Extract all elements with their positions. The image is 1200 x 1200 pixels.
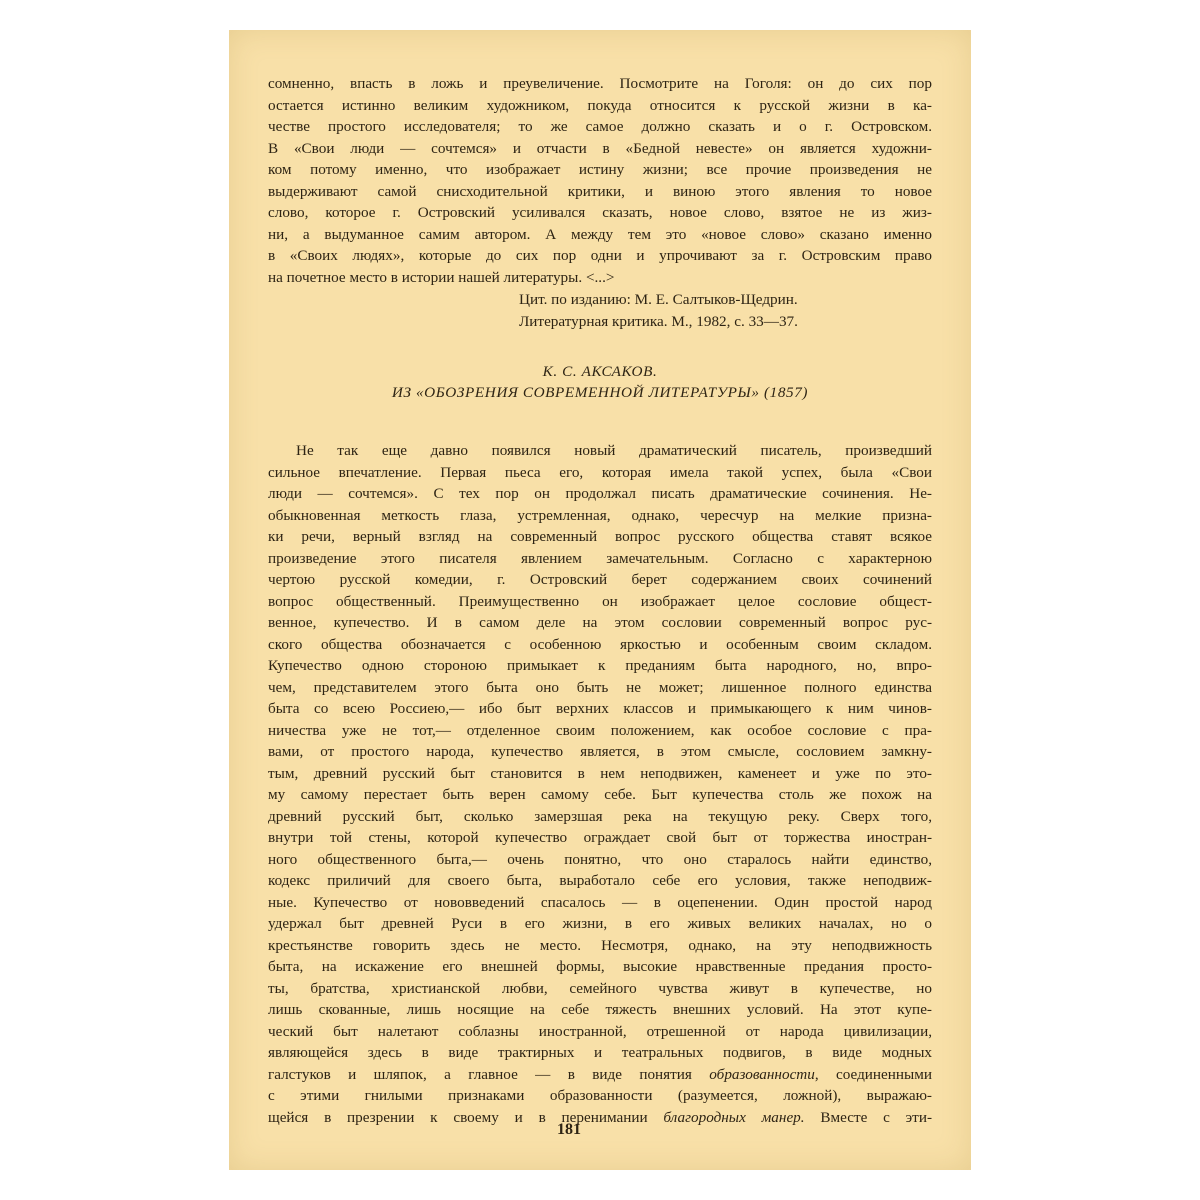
italic-term: благородных манер. <box>663 1108 805 1126</box>
text-line: чем, представителем этого быта оно быть не может; лишенное полного единства <box>268 678 932 696</box>
text-line: обыкновенная меткость глаза, устремленная, однако, чересчур на мелкие призна- <box>268 506 932 524</box>
text-line: ки речи, верный взгляд на современный вопрос русского общества ставят всякое <box>268 528 932 545</box>
section-title: ИЗ «ОБОЗРЕНИЯ СОВРЕМЕННОЙ ЛИТЕРАТУРЫ» (1857) <box>391 384 809 401</box>
text-line: ничества уже не тот,— отделенное своим положением, как особое сословие с пра- <box>268 721 932 739</box>
text-line: являющейся здесь в виде трактирных и театральных подвигов, в виде модных <box>268 1044 932 1061</box>
citation-line: Цит. по изданию: М. Е. Салтыков-Щедрин. <box>519 291 798 308</box>
italic-term: образованности <box>709 1065 815 1083</box>
text-line: вопрос общественный. Преимущественно он изображает целое сословие общест- <box>268 592 932 610</box>
citation-line: Литературная критика. М., 1982, с. 33—37. <box>519 312 798 330</box>
section-author: К. С. АКСАКОВ. <box>542 363 658 380</box>
text-line-with-italic <box>268 1064 932 1086</box>
text-line: ком потому именно, что изображает истину жизни; все прочие произведения не <box>268 161 932 178</box>
text-line: ты, братства, христианской любви, семейного чувства живут в купечестве, но <box>268 979 932 997</box>
text-line: люди — сочтемся». С тех пор он продолжал писать драматические сочинения. Не- <box>268 485 932 502</box>
text-line: му самому перестает быть верен самому себе. Быт купечества столь же похож на <box>268 786 932 803</box>
text-line: слово, которое г. Островский усиливался сказать, новое слово, взятое не из жиз- <box>268 204 932 221</box>
text-line: сильное впечатление. Первая пьеса его, которая имела такой успех, была «Свои <box>268 463 932 481</box>
text-line: произведение этого писателя явлением замечательным. Согласно с характерною <box>268 549 932 567</box>
text-line: честве простого исследователя; то же самое должно сказать и о г. Островском. <box>268 118 932 135</box>
text-line: быта, на искажение его внешней формы, высокие нравственные предания просто- <box>268 958 932 975</box>
book-page <box>229 30 971 1170</box>
text-line: внутри той стены, которой купечество ограждает свой быт от торжества иностран- <box>268 829 932 846</box>
text-line: на почетное место в истории нашей литературы. <...> <box>268 268 615 286</box>
page-number: 181 <box>557 1121 581 1138</box>
text-line: тым, древний русский быт становится в нем неподвижен, каменеет и уже по это- <box>268 764 932 782</box>
text-line: ни, а выдуманное самим автором. А между тем это «новое слово» сказано именно <box>268 225 932 243</box>
text-line: крестьянстве говорить здесь не место. Несмотря, однако, на эту неподвижность <box>268 936 932 954</box>
text-line: кодекс приличий для своего быта, выработало себе его условия, также неподвиж- <box>268 872 932 889</box>
text-segment: щейся в презрении к своему и в перенимании <box>268 1108 648 1126</box>
text-line: выдерживают самой снисходительной критики, и виною этого явления то новое <box>268 182 932 200</box>
text-line: ные. Купечество от нововведений спасалось — в оцепенении. Один простой народ <box>268 893 932 911</box>
text-line: быта со всею Россиею,— ибо быт верхних классов и примыкающего к ним чинов- <box>268 700 932 717</box>
text-line: В «Свои люди — сочтемся» и отчасти в «Бедной невесте» он является художни- <box>268 139 932 157</box>
text-line: Купечество одною стороною примыкает к преданиям быта народного, но, впро- <box>268 657 932 674</box>
text-segment: галстуков и шляпок, а главное — в виде понятия <box>268 1065 692 1083</box>
text-line: в «Своих людях», которые до сих пор одни и упрочивают за г. Островским право <box>268 247 932 264</box>
text-line: чертою русской комедии, г. Островский берет содержанием своих сочинений <box>268 571 932 588</box>
text-line: ского общества обозначается с особенною яркостью и особенным своим складом. <box>268 635 932 653</box>
source-citation <box>519 289 919 332</box>
text-line: сомненно, впасть в ложь и преувеличение. Посмотрите на Гоголя: он до сих пор <box>268 75 932 92</box>
text-line: остается истинно великим художником, покуда относится к русской жизни в ка- <box>268 96 932 114</box>
text-segment: Вместе с эти- <box>820 1108 933 1126</box>
text-line: древний русский быт, сколько замерзшая река на текущую реку. Сверх того, <box>268 807 932 825</box>
text-line: лишь скованные, лишь носящие на себе тяжесть внешних условий. На этот купе- <box>268 1001 932 1018</box>
text-line: удержал быт древней Руси в его жизни, в его живых великих началах, но о <box>268 915 932 932</box>
body-paragraph <box>268 440 932 1128</box>
text-line: ческий быт налетают соблазны иностранной, отрешенной от народа цивилизации, <box>268 1022 932 1040</box>
text-line: вами, от простого народа, купечество является, в этом смысле, сословием замкну- <box>268 743 932 760</box>
text-segment: , соединенными <box>814 1065 932 1083</box>
text-line: с этими гнилыми признаками образованности (разумеется, ложной), выражаю- <box>268 1087 932 1104</box>
text-line: Не так еще давно появился новый драматический писатель, произведший <box>296 442 932 459</box>
top-paragraph <box>268 73 932 288</box>
text-line: венное, купечество. И в самом деле на этом сословии современный вопрос рус- <box>268 614 932 631</box>
text-line: ного общественного быта,— очень понятно, что оно старалось найти единство, <box>268 850 932 868</box>
